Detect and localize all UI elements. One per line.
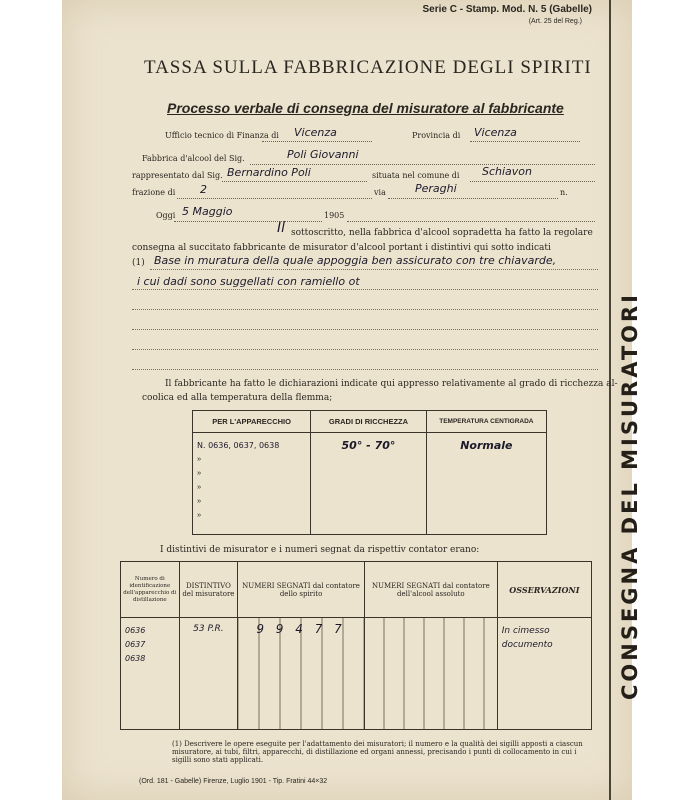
col-numeri-alcool: NUMERI SEGNATI dal contatore dell'alcool assoluto [364,562,497,618]
temperatura-cell [426,433,546,535]
ricchezza-table [192,410,547,535]
document-sheet [62,0,642,800]
year-value: 1905 [324,211,345,220]
document-title: TASSA SULLA FABBRICAZIONE DEGLI SPIRITI [144,57,592,78]
rappresentato-value: Bernardino Poli [227,166,311,179]
rappresentato-label: rappresentato dal Sig. [132,171,223,180]
declaration-text: Il fabbricante ha fatto le dichiarazioni indicate qui appresso relativamente al grado di ricchezza al- [165,379,618,389]
spirito-value: 9 9 4 7 7 [256,622,346,636]
contatori-table [120,561,592,730]
via-label: via [374,188,386,197]
situata-label: situata nel comune di [372,171,460,180]
apparecchio-cell [193,433,311,535]
col-temperatura: TEMPERATURA CENTIGRADA [426,411,546,433]
sottoscritto-text: sottoscritto, nella fabbrica d'alcool sopradetta ha fatto la regolare [291,228,593,238]
frazione-value: 2 [200,183,207,196]
series-label: Serie C - Stamp. Mod. N. 5 (Gabelle) [422,4,592,15]
gradi-value: 50° - 70° [341,439,396,452]
consegna-text: consegna al succitato fabbricante de misurator d'alcool portant i distintivi qui sotto indicati [132,243,551,253]
temperatura-value: Normale [460,439,513,452]
osservazioni-cell [497,618,591,730]
comune-value: Schiavon [482,165,533,178]
id-0637: 0637 [125,640,146,649]
print-footer: (Ord. 181 - Gabelle) Firenze, Luglio 1901 - Tip. Fratini 44×32 [139,778,328,785]
via-value: Peraghi [415,182,457,195]
provincia-label: Provincia di [412,131,461,140]
osservazioni-line-2: documento [501,640,553,650]
fabbrica-label: Fabbrica d'alcool del Sig. [142,154,245,163]
description-line-2: i cui dadi sono suggellati con ramiello ot [137,275,360,288]
ids-cell [121,618,180,730]
spine-title: CONSEGNA DEL MISURATORI [618,292,642,700]
numero-label: n. [560,188,568,197]
description-line-1: Base in muratura della quale appoggia ben assicurato con tre chiavarde, [154,254,557,267]
col-distintivo: DISTINTIVO del misuratore [179,562,238,618]
distintivi-text: I distintivi de misurator e i numeri segnat da rispettiv contator erano: [160,545,480,555]
col-apparecchio: PER L'APPARECCHIO [193,411,311,433]
apparecchio-value: N. 0636, 0637, 0638 [197,441,280,450]
frazione-label: frazione di [132,188,176,197]
gradi-cell [311,433,426,535]
id-0638: 0638 [125,654,146,663]
col-numeri-spirito: NUMERI SEGNATI dal contatore dello spirito [238,562,365,618]
fold-line [609,0,611,800]
oggi-label: Oggi [156,211,176,220]
distintivo-cell [179,618,238,730]
osservazioni-line-1: In cimesso [501,626,550,636]
note-marker: (1) [132,258,145,268]
alcool-cell [364,618,497,730]
ufficio-value: Vicenza [294,126,337,139]
spirito-cell [238,618,365,730]
ufficio-label: Ufficio tecnico di Finanza di [165,131,279,140]
fabbrica-value: Poli Giovanni [287,148,359,161]
col-osservazioni: OSSERVAZIONI [497,562,591,618]
col-gradi: GRADI DI RICCHEZZA [311,411,426,433]
footnote: (1) Descrivere le opere eseguite per l'adattamento dei misuratori; il numero e la qualità dei sigilli apposti a ciascun misuratore, ai tubi, filtri, apparecchi, di distillazione ed organi annessi, precisando i punti di collocamento in cui i sigilli sono stati applicati. [172,740,583,764]
id-0636: 0636 [125,626,146,635]
sottoscritto-initial: Il [277,220,286,236]
document-subtitle: Processo verbale di consegna del misuratore al fabbricante [167,100,564,116]
article-label: (Art. 25 del Reg.) [528,18,582,25]
distintivo-value: 53 P.R. [193,624,224,634]
declaration-text-2: coolica ed alla temperatura della flemma; [142,393,333,403]
empty-rows: » » » » » [197,454,202,519]
col-numero-id: Numero di identificazione dell'apparecchio di distillazione [121,562,180,618]
provincia-value: Vicenza [474,126,517,139]
date-value: 5 Maggio [182,205,233,218]
